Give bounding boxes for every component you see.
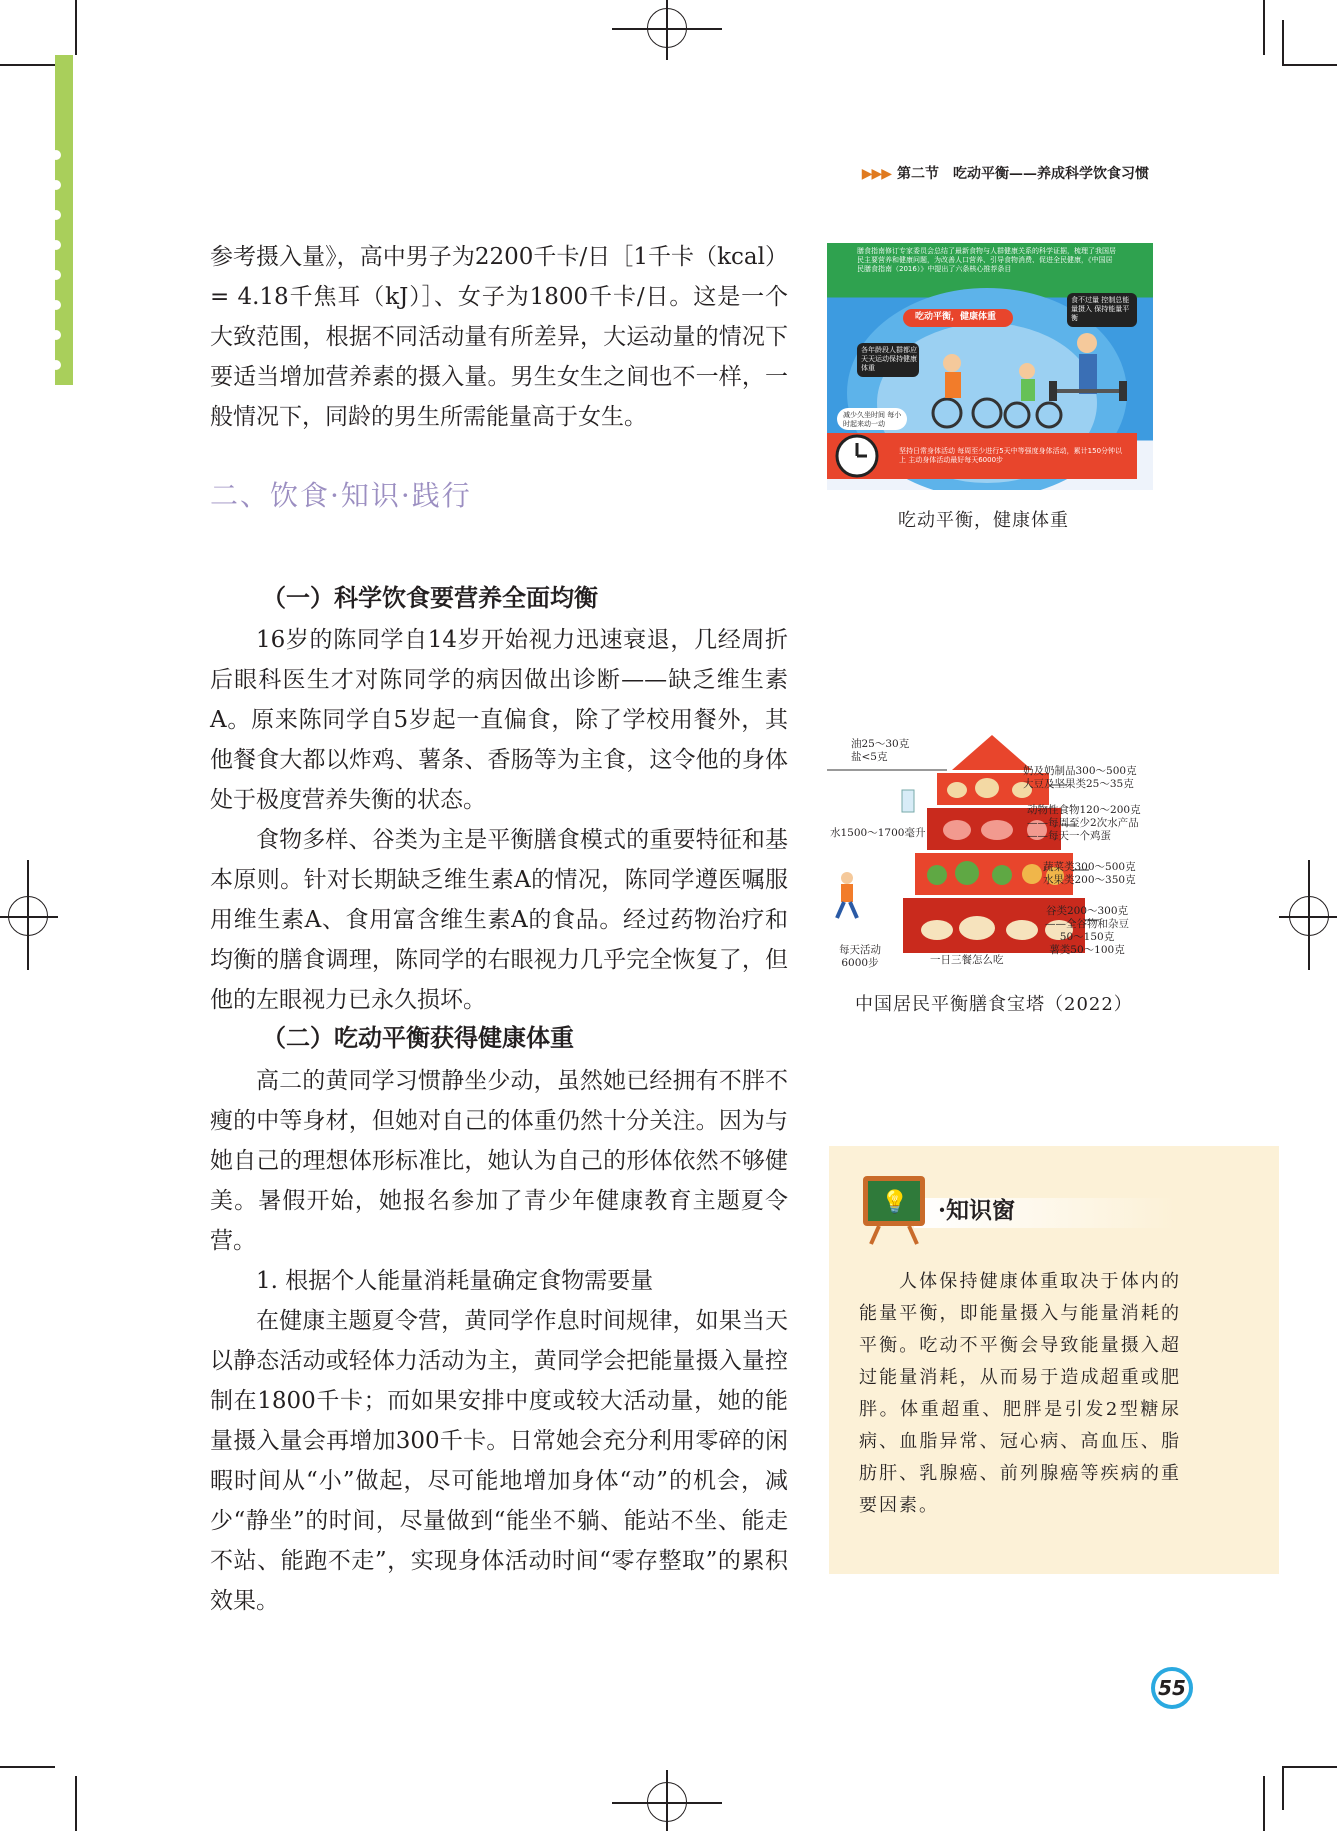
page-number: 55: [1151, 1667, 1193, 1709]
crop-mark: [1263, 1776, 1265, 1831]
paragraph: 在健康主题夏令营，黄同学作息时间规律，如果当天以静态活动或轻体力活动为主，黄同学会把能量摄入量控制在1800千卡；而如果安排中度或较大活动量，她的能量摄入量会再增加300千卡。日常她会充分利用零碎的闲暇时间从“小”做起，尽可能地增加身体“动”的机会，减少“静坐”的时间，尽量做到“能坐不躺、能站不坐、能走不站、能跑不走”，实现身体活动时间“零存整取”的累积效果。: [210, 1308, 788, 1614]
crop-mark: [1282, 1766, 1337, 1768]
crop-mark: [1282, 64, 1337, 66]
crop-mark: [75, 1776, 77, 1831]
food-pyramid-illustration: 油25～30克 盐<5克 奶及奶制品300～500克 大豆及坚果类25～35克 动物性食物120～200克 ——每周至少2次水产品 ——每天一个鸡蛋 水1500～1700毫升 蔬菜类300～500克 水果类200～350克 谷类200～300克 ——全谷物和杂豆 50～150克 薯类50～100克 每天活动 6000步 一日三餐怎么吃: [827, 730, 1157, 975]
crop-mark: [1263, 0, 1265, 55]
paragraph: 16岁的陈同学自14岁开始视力迅速衰退，几经周折后眼科医生才对陈同学的病因做出诊断——缺乏维生素A。原来陈同学自5岁起一直偏食，除了学校用餐外，其他餐食大都以炸鸡、薯条、香肠等为主食，这令他的身体处于极度营养失衡的状态。: [210, 627, 788, 813]
crop-mark: [75, 0, 77, 55]
registration-line: [27, 860, 29, 970]
figure-caption: 中国居民平衡膳食宝塔（2022）: [855, 994, 1133, 1015]
registration-line: [666, 0, 668, 60]
subsection-heading-1: （一）科学饮食要营养全面均衡: [262, 583, 598, 612]
knowledge-window: [829, 1146, 1279, 1574]
paragraph: 食物多样、谷类为主是平衡膳食模式的重要特征和基本原则。针对长期缺乏维生素A的情况，陈同学遵医嘱服用维生素A、食用富含维生素A的食品。经过药物治疗和均衡的膳食调理，陈同学的右眼视力几乎完全恢复了，但他的左眼视力已永久损坏。: [210, 827, 788, 1013]
registration-line: [1308, 860, 1310, 970]
crop-mark: [0, 64, 55, 66]
knowledge-body: 人体保持健康体重取决于体内的能量平衡，即能量摄入与能量消耗的平衡。吃动不平衡会导致能量摄入超过能量消耗，从而易于造成超重或肥胖。体重超重、肥胖是引发2型糖尿病、血脂异常、冠心病、高血压、脂肪肝、乳腺癌、前列腺癌等疾病的重要因素。: [859, 1271, 1181, 1516]
list-item-heading: 1. 根据个人能量消耗量确定食物需要量: [256, 1268, 654, 1294]
intro-paragraph: 参考摄入量》，高中男子为2200千卡/日［1千卡（kcal）= 4.18千焦耳（kJ）］、女子为1800千卡/日。这是一个大致范围，根据不同活动量有所差异，大运动量的情况下要适当增加营养素的摄入量。男生女生之间也不一样，一般情况下，同龄的男生所需能量高于女生。: [210, 244, 788, 430]
running-head: ▶▶▶ 第二节 吃动平衡——养成科学饮食习惯: [861, 166, 1149, 182]
registration-line: [666, 1770, 668, 1831]
figure-caption: 吃动平衡，健康体重: [898, 510, 1069, 531]
knowledge-title: ·知识窗: [938, 1197, 1016, 1224]
subsection-heading-2: （二）吃动平衡获得健康体重: [262, 1023, 574, 1052]
triple-arrow-icon: ▶▶▶: [861, 166, 891, 182]
lightbulb-icon: 💡: [881, 1190, 909, 1215]
section-heading: 二、饮食·知识·践行: [210, 479, 472, 512]
crop-mark: [1282, 1766, 1284, 1810]
paragraph: 高二的黄同学习惯静坐少动，虽然她已经拥有不胖不瘦的中等身材，但她对自己的体重仍然十分关注。因为与她自己的理想体形标准比，她认为自己的形体依然不够健美。暑假开始，她报名参加了青少年健康教育主题夏令营。: [210, 1068, 788, 1254]
knowledge-header-graphics: [859, 1166, 1179, 1276]
crop-mark: [0, 1766, 55, 1768]
chapter-spine: [55, 55, 73, 385]
eat-move-balance-illustration: 膳食指南修订专家委员会总结了最新食物与人群健康关系的科学证据，梳理了我国居民主要营养和健康问题，为改善人口营养、引导食物消费、促进全民健康，《中国居民膳食指南（2016）》中提出了六条核心推荐条目 吃动平衡，健康体重 食不过量 控制总能量摄入 保持能量平衡 各年龄段人群都应天天运动保持健康体重 减少久坐时间 每小时起来动一动 坚持日常身体活动 每周至少进行5天中等强度身体活动，累计150分钟以上 主动身体活动最好每天6000步: [827, 243, 1153, 490]
crop-mark: [1282, 20, 1284, 64]
registration-line: [0, 916, 58, 918]
